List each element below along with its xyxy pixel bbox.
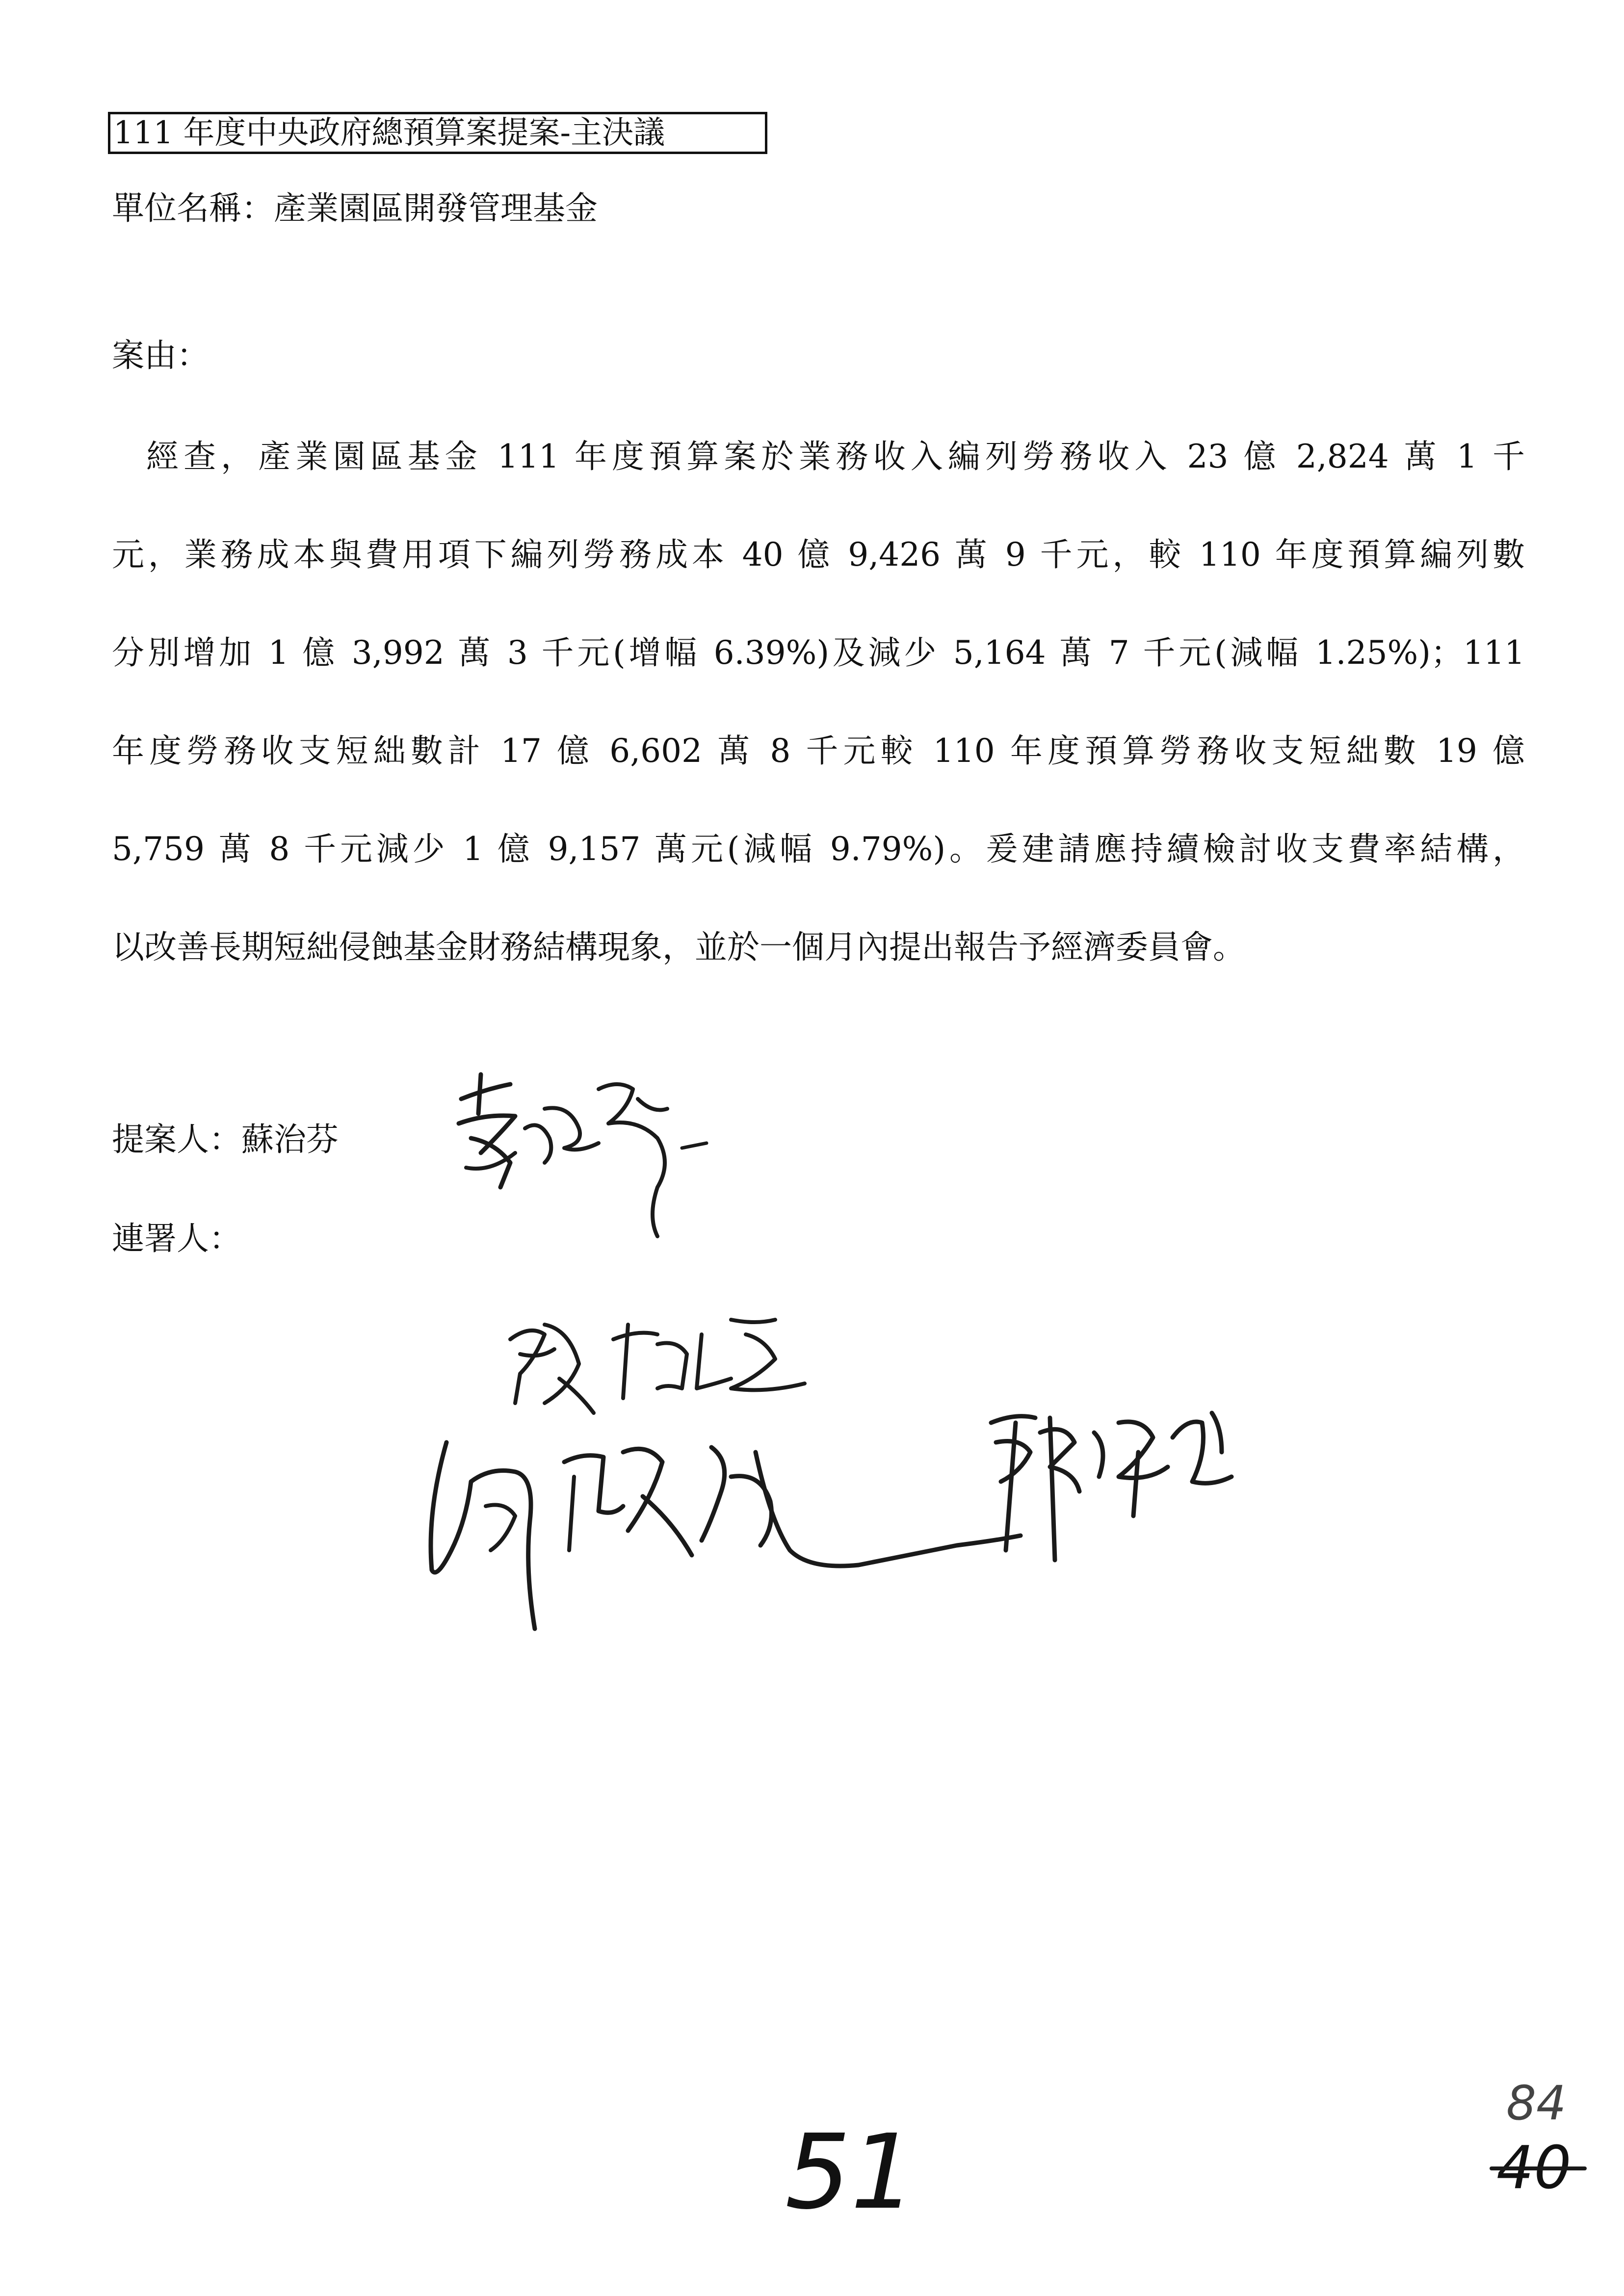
page-number-handwritten bbox=[775, 2114, 952, 2227]
proposer-line: 提案人：蘇治芬 bbox=[112, 1121, 339, 1158]
reason-label: 案由： bbox=[112, 337, 209, 374]
body-line-3: 分別增加 1 億 3,992 萬 3 千元(增幅 6.39%)及減少 5,164 萬 7 千元(減幅 1.25%)；111 bbox=[112, 634, 1525, 672]
cosigner-signature-3 bbox=[976, 1403, 1271, 1580]
body-line-2: 元，業務成本與費用項下編列勞務成本 40 億 9,426 萬 9 千元，較 110 年度預算編列數 bbox=[112, 536, 1525, 574]
body-line-6: 以改善長期短絀侵蝕基金財務結構現象，並於一個月內提出報告予經濟委員會。 bbox=[112, 928, 1245, 966]
cosigner-label: 連署人： bbox=[112, 1220, 241, 1257]
proposer-signature bbox=[451, 1070, 726, 1276]
corner-numbers bbox=[1487, 2075, 1604, 2222]
cosigner-signature-2 bbox=[417, 1423, 1030, 1658]
unit-name-line: 單位名稱：產業園區開發管理基金 bbox=[112, 189, 598, 227]
svg-text:84: 84 bbox=[1506, 2076, 1567, 2131]
svg-text:40: 40 bbox=[1496, 2134, 1572, 2202]
body-line-5: 5,759 萬 8 千元減少 1 億 9,157 萬元(減幅 9.79%)。爰建請應持續檢討收支費率結構， bbox=[112, 830, 1525, 868]
body-line-1: 經查，產業園區基金 111 年度預算案於業務收入編列勞務收入 23 億 2,824 萬 1 千 bbox=[146, 438, 1525, 475]
svg-text:51: 51 bbox=[785, 2114, 917, 2227]
document-header-box: 111 年度中央政府總預算案提案-主決議 bbox=[108, 112, 767, 154]
body-line-4: 年度勞務收支短絀數計 17 億 6,602 萬 8 千元較 110 年度預算勞務收支短絀數 19 億 bbox=[112, 732, 1525, 770]
cosigner-signature-1 bbox=[500, 1305, 819, 1423]
